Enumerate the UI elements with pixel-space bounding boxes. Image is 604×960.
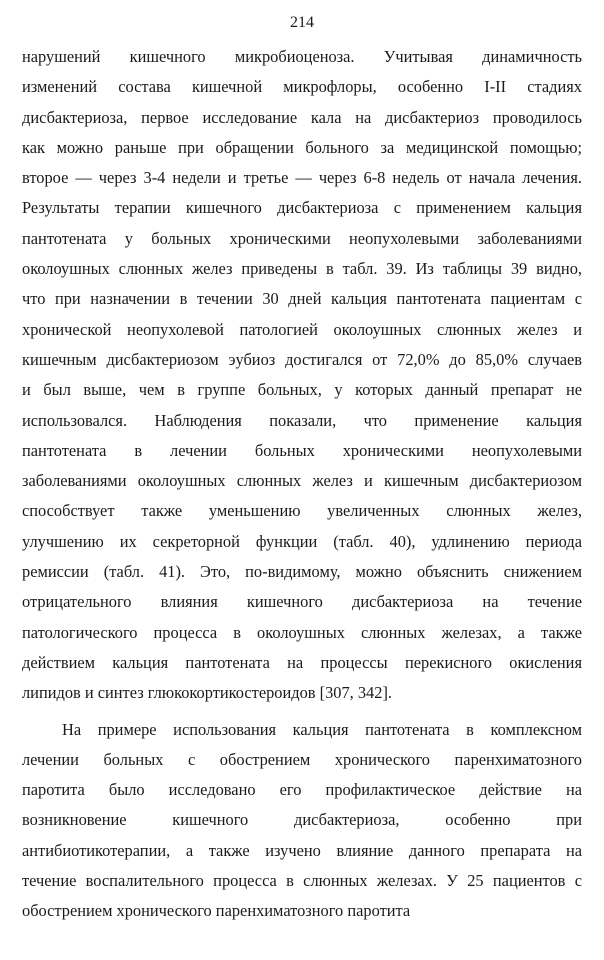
text-line: хронической неопухолевой патологией околоушных слюнных желез и [22,319,582,339]
paragraph-2 [22,715,582,927]
text-line: использовался. Наблюдения показали, что применение кальция [22,410,582,430]
text-line: патологического процесса в околоушных слюнных железах, а также [22,622,582,642]
text-line: лечении больных с обострением хронического паренхиматозного [22,749,582,769]
text-line: обострением хронического паренхиматозного паротита [22,901,411,921]
text-line: способствует также уменьшению увеличенных слюнных желез, [22,501,582,521]
text-line: течение воспалительного процесса в слюнных железах. У 25 пациентов с [22,871,582,891]
text-line: Результаты терапии кишечного дисбактериоза с применением кальция [22,198,582,218]
text-line: дисбактериоза, первое исследование кала на дисбактериоз проводилось [22,107,582,127]
body-text [22,42,582,927]
text-line: пантотената у больных хроническими неопухолевыми заболеваниями [22,228,582,248]
text-line: кишечным дисбактериозом эубиоз достигался от 72,0% до 85,0% случаев [22,349,582,369]
text-line: что при назначении в течении 30 дней кальция пантотената пациентам с [22,289,582,309]
text-line: изменений состава кишечной микрофлоры, особенно I-II стадиях [22,77,582,97]
text-line: антибиотикотерапии, а также изучено влияние данного препарата на [22,840,582,860]
text-line: как можно раньше при обращении больного за медицинской помощью; [22,137,582,157]
text-line: действием кальция пантотената на процессы перекисного окисления [22,652,582,672]
text-line: околоушных слюнных желез приведены в табл. 39. Из таблицы 39 видно, [22,259,582,279]
text-line: и был выше, чем в группе больных, у которых данный препарат не [22,380,582,400]
paragraph-1 [22,42,582,709]
page-number: 214 [290,14,314,31]
text-line: паротита было исследовано его профилактическое действие на [22,780,582,800]
text-line: второе — через 3-4 недели и третье — через 6-8 недель от начала лечения. [22,168,582,188]
text-line: На примере использования кальция пантотената в комплексном [62,719,582,739]
text-line: улучшению их секреторной функции (табл. 40), удлинению периода [22,531,582,551]
text-line: липидов и синтез глюкокортикостероидов [307, 342]. [22,683,393,703]
text-line: нарушений кишечного микробиоценоза. Учитывая динамичность [22,47,582,66]
text-line: заболеваниями околоушных слюнных желез и кишечным дисбактериозом [22,471,582,491]
text-line: пантотената в лечении больных хроническими неопухолевыми [22,440,582,460]
text-line: ремиссии (табл. 41). Это, по-видимому, можно объяснить снижением [22,562,582,582]
text-line: отрицательного влияния кишечного дисбактериоза на течение [22,592,582,612]
text-line: возникновение кишечного дисбактериоза, особенно при [22,810,582,830]
